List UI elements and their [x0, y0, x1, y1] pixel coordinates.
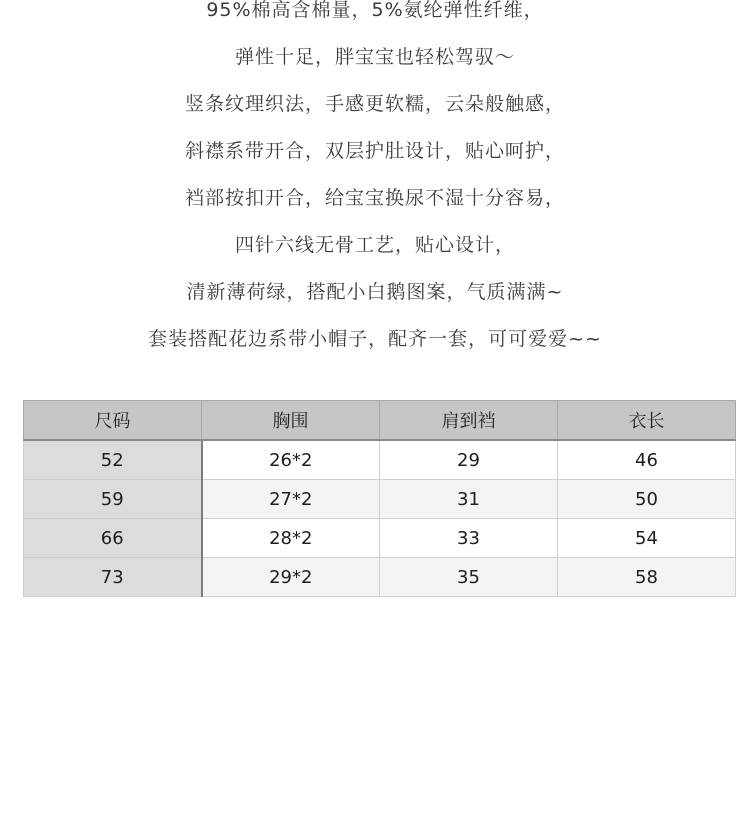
length-cell: 50	[558, 480, 736, 519]
chest-cell: 27*2	[202, 480, 380, 519]
size-cell: 73	[24, 558, 202, 597]
table-row	[24, 440, 736, 480]
description-line: 裆部按扣开合，给宝宝换尿不湿十分容易，	[184, 187, 565, 209]
description-line: 竖条纹理织法，手感更软糯，云朵般触感，	[184, 93, 565, 115]
length-cell: 46	[558, 440, 736, 480]
description-line: 95%棉高含棉量，5%氨纶弹性纤维，	[206, 0, 544, 21]
chest-cell: 29*2	[202, 558, 380, 597]
description-line: 斜襟系带开合，双层护肚设计，贴心呵护，	[184, 140, 565, 162]
description-line: 弹性十足，胖宝宝也轻松驾驭～	[234, 46, 515, 68]
header-shoulder-to-crotch: 肩到裆	[380, 401, 558, 441]
size-cell: 66	[24, 519, 202, 558]
size-cell: 59	[24, 480, 202, 519]
size-chart-table	[23, 400, 736, 597]
description-line: 套装搭配花边系带小帽子，配齐一套，可可爱爱~~	[148, 328, 602, 350]
table-row	[24, 519, 736, 558]
description-line: 清新薄荷绿，搭配小白鹅图案，气质满满~	[186, 281, 564, 303]
length-cell: 54	[558, 519, 736, 558]
chest-cell: 26*2	[202, 440, 380, 480]
chest-cell: 28*2	[202, 519, 380, 558]
shoulder-to-crotch-cell: 29	[380, 440, 558, 480]
size-cell: 52	[24, 440, 202, 480]
length-cell: 58	[558, 558, 736, 597]
table-row	[24, 558, 736, 597]
shoulder-to-crotch-cell: 35	[380, 558, 558, 597]
table-row	[24, 480, 736, 519]
shoulder-to-crotch-cell: 31	[380, 480, 558, 519]
header-size: 尺码	[24, 401, 202, 441]
header-chest: 胸围	[202, 401, 380, 441]
header-length: 衣长	[558, 401, 736, 441]
shoulder-to-crotch-cell: 33	[380, 519, 558, 558]
description-line: 四针六线无骨工艺，贴心设计，	[234, 234, 515, 256]
table-header-row	[24, 401, 736, 441]
